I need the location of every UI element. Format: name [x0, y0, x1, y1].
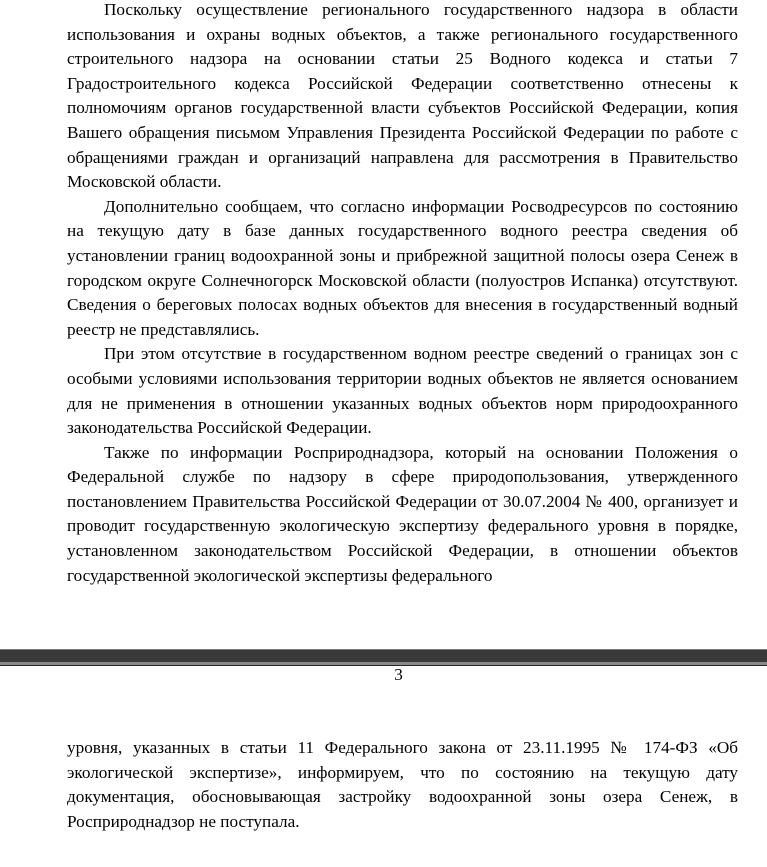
document-body — [67, 0, 738, 588]
next-page-body — [67, 736, 738, 834]
paragraph-water-registry: Дополнительно сообщаем, что согласно информации Росводресурсов по состоянию на текущую дату в базе данных государственного водного реестра сведения об установлении границ водоохранной зоны и прибрежной защитной полосы озера Сенеж в городском округе Солнечногорск Московской области (полуостров Испанка) отсутствуют. Сведения о береговых полосах водных объектов для внесения в государственный водный реестр не представлялись. — [67, 196, 738, 339]
paragraph-jurisdiction: Поскольку осуществление регионального государственного надзора в области использования и охраны водных объектов, а также регионального государственного строительного надзора на основании статьи 25 Водного кодекса и статьи 7 Градостроительного кодекса Российской Федерации соответственно отнесены к полномочиям органов государственной власти субъектов Российской Федерации, копия Вашего обращения письмом Управления Президента Российской Федерации по работе с обращениями граждан и организаций направлена для рассмотрения в Правительство Московской области. — [67, 0, 738, 192]
page-number: 3 — [394, 665, 403, 684]
paragraph-environmental-law: При этом отсутствие в государственном водном реестре сведений о границах зон с особыми условиями использования территории водных объектов не является основанием для не применения в отношении указанных водных объектов норм природоохранного законодательства Российской Федерации. — [67, 344, 738, 438]
paragraph-continuation: уровня, указанных в статьи 11 Федерального закона от 23.11.1995 № 174-ФЗ «Об экологической экспертизе», информируем, что по состоянию на текущую дату документация, обосновывающая застройку водоохранной зоны озера Сенеж, в Росприроднадзор не поступала. — [67, 738, 738, 831]
paragraph-rosprirodnadzor: Также по информации Росприроднадзора, который на основании Положения о Федеральной службе по надзору в сфере природопользования, утвержденного постановлением Правительства Российской Федерации от 30.07.2004 № 400, организует и проводит государственную экологическую экспертизу федерального уровня в порядке, установленном законодательством Российской Федерации, в отношении объектов государственной экологической экспертизы федерального — [67, 442, 738, 585]
